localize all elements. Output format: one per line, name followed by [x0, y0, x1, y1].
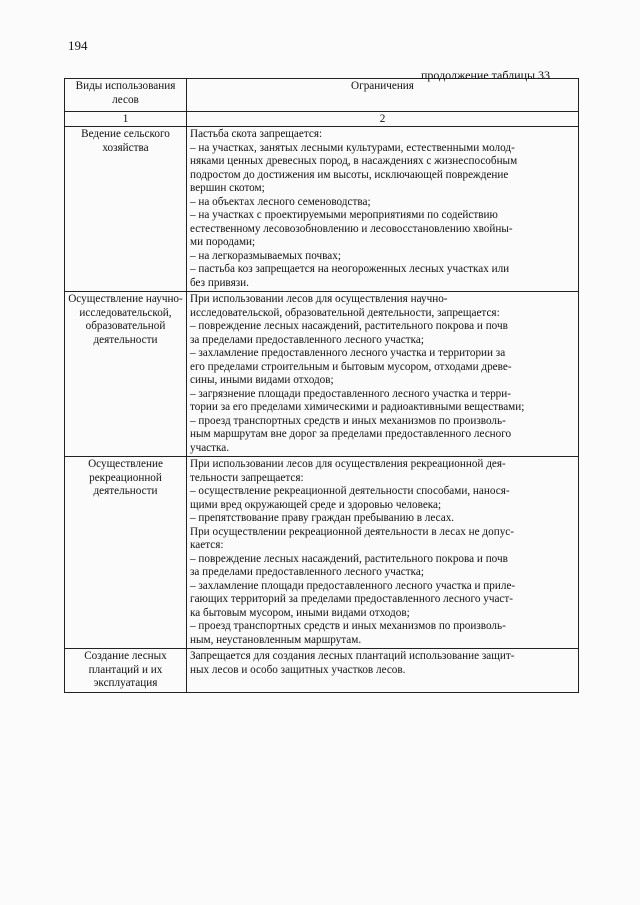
restriction-line: сины, иными видами отходов; — [190, 374, 334, 386]
table-row — [65, 292, 579, 457]
restriction-line: тельности запрещается: — [190, 471, 304, 484]
restrictions-cell — [187, 127, 579, 292]
restriction-line: щими вред окружающей среде и здоровью человека; — [190, 498, 442, 511]
restriction-line: участка. — [190, 441, 230, 454]
restriction-line: ных лесов и особо защитных участков лесов. — [190, 663, 406, 676]
restriction-line: ным, неустановленным маршрутам. — [190, 633, 362, 646]
restrictions-table — [64, 78, 579, 693]
restriction-line: – повреждение лесных насаждений, растительного покрова и почв — [190, 320, 508, 332]
restriction-line: – проезд транспортных средств и иных механизмов по произволь- — [190, 414, 506, 427]
column-number-row — [65, 112, 579, 127]
table-row — [65, 127, 579, 292]
restriction-line: Пастьба скота запрещается: — [190, 128, 323, 140]
table-body — [65, 127, 579, 693]
header-usage-type: Виды использования лесов — [65, 79, 187, 112]
column-number: 1 — [65, 112, 187, 127]
restriction-line: за пределами предоставленного лесного участка; — [190, 333, 424, 346]
usage-type-cell: Осуществление рекреационной деятельности — [65, 457, 187, 649]
table-row — [65, 457, 579, 649]
restriction-line: гающих территорий за пределами предоставленного лесного участ- — [190, 593, 513, 605]
restriction-line: кается: — [190, 539, 224, 551]
restriction-line: ми породами; — [190, 236, 256, 248]
usage-type-cell: Ведение сельского хозяйства — [65, 127, 187, 292]
table-row — [65, 649, 579, 693]
restriction-line: естественному лесовозобновлению и лесовосстановлению хвойны- — [190, 222, 513, 235]
restriction-line: подростом до достижения им высоты, исключающей повреждение — [190, 168, 509, 181]
restriction-line: При использовании лесов для осуществления научно- — [190, 293, 448, 305]
restriction-line: – пастьба коз запрещается на неогороженных лесных участках или — [190, 263, 510, 275]
restriction-line: вершин скотом; — [190, 182, 265, 194]
usage-type-cell: Создание лесных плантаций и их эксплуатация — [65, 649, 187, 693]
restriction-line: – на легкоразмываемых почвах; — [190, 249, 341, 262]
restriction-line: – осуществление рекреационной деятельности способами, нанося- — [190, 485, 510, 497]
restrictions-cell — [187, 457, 579, 649]
restrictions-cell — [187, 649, 579, 693]
restriction-line: – на участках с проектируемыми мероприятиями по содействию — [190, 209, 498, 221]
page-number: 194 — [68, 38, 88, 53]
restriction-line: – захламление площади предоставленного лесного участка и приле- — [190, 579, 516, 592]
restriction-line: няками ценных древесных пород, в насаждениях с жизнеспособным — [190, 155, 518, 167]
column-number: 2 — [187, 112, 579, 127]
restriction-line: – захламление предоставленного лесного участка и территории за — [190, 347, 506, 359]
header-restrictions: Ограничения — [187, 79, 579, 112]
restriction-line: При использовании лесов для осуществления рекреационной дея- — [190, 458, 506, 470]
restriction-line: без привязи. — [190, 276, 249, 289]
restriction-line: исследовательской, образовательной деятельности, запрещается: — [190, 306, 500, 319]
restriction-line: ным маршрутам вне дорог за пределами предоставленного лесного — [190, 428, 512, 440]
restriction-line: – на участках, занятых лесными культурами, естественными молод- — [190, 141, 515, 154]
table-header-row — [65, 79, 579, 112]
restriction-line: Запрещается для создания лесных плантаций использование защит- — [190, 650, 515, 662]
restriction-line: тории за его пределами химическими и радиоактивными веществами; — [190, 401, 525, 413]
restriction-line: за пределами предоставленного лесного участка; — [190, 566, 424, 578]
restriction-line: ка бытовым мусором, иными видами отходов; — [190, 606, 410, 619]
restriction-line: При осуществлении рекреационной деятельности в лесах не допус- — [190, 525, 514, 538]
restriction-line: его пределами строительным и бытовым мусором, отходами древе- — [190, 360, 512, 373]
restriction-line: – на объектах лесного семеноводства; — [190, 195, 371, 208]
restriction-line: – проезд транспортных средств и иных механизмов по произволь- — [190, 620, 506, 632]
restrictions-cell — [187, 292, 579, 457]
restriction-line: – повреждение лесных насаждений, растительного покрова и почв — [190, 552, 508, 565]
table-continuation-label: продолжение таблицы 33 — [421, 68, 551, 82]
restriction-line: – препятствование праву граждан пребыванию в лесах. — [190, 512, 455, 524]
usage-type-cell: Осуществление научно-исследовательской, образовательной деятельности — [65, 292, 187, 457]
restriction-line: – загрязнение площади предоставленного лесного участка и терри- — [190, 387, 511, 400]
